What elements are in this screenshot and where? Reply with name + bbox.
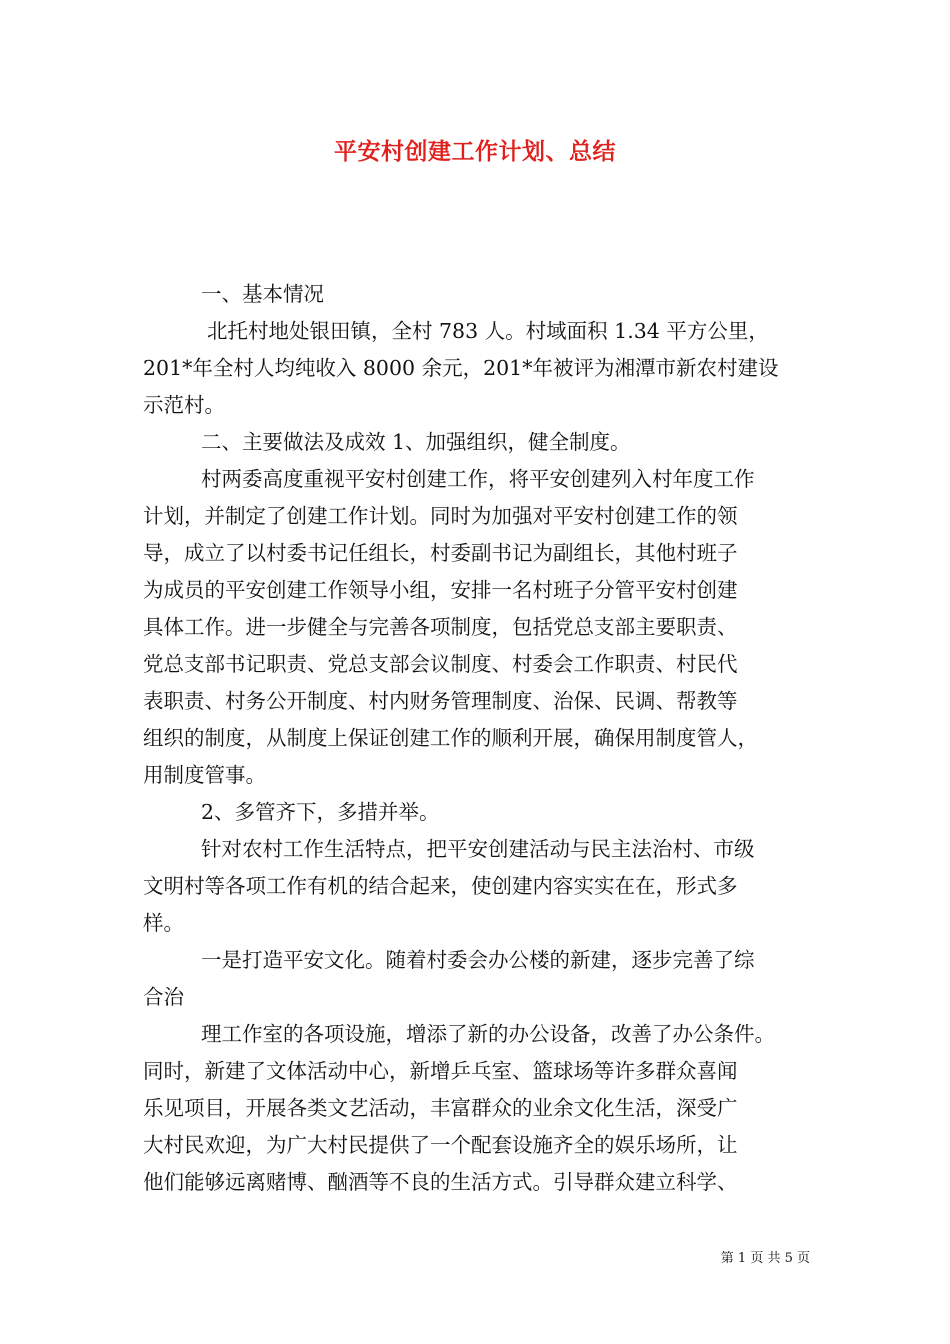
paragraph-line: 组织的制度，从制度上保证创建工作的顺利开展，确保用制度管人， (143, 726, 758, 750)
paragraph-line: 党总支部书记职责、党总支部会议制度、村委会工作职责、村民代 (143, 652, 738, 676)
paragraph-line: 北托村地处银田镇，全村 783 人。村域面积 1.34 平方公里， (207, 319, 769, 343)
paragraph-line: 一是打造平安文化。随着村委会办公楼的新建，逐步完善了综 (201, 948, 755, 972)
paragraph-line: 乐见项目，开展各类文艺活动，丰富群众的业余文化生活，深受广 (143, 1096, 738, 1120)
paragraph-line: 计划，并制定了创建工作计划。同时为加强对平安村创建工作的领 (143, 504, 738, 528)
paragraph-line: 表职责、村务公开制度、村内财务管理制度、治保、民调、帮教等 (143, 689, 738, 713)
paragraph-line: 具体工作。进一步健全与完善各项制度，包括党总支部主要职责、 (143, 615, 738, 639)
section-heading: 二、主要做法及成效 1、加强组织，健全制度。 (201, 430, 631, 454)
document-body (143, 276, 813, 1201)
paragraph-line: 他们能够远离赌博、酗酒等不良的生活方式。引导群众建立科学、 (143, 1170, 738, 1194)
paragraph-line: 文明村等各项工作有机的结合起来，使创建内容实实在在，形式多 (143, 874, 738, 898)
paragraph-line: 为成员的平安创建工作领导小组，安排一名村班子分管平安村创建 (143, 578, 738, 602)
paragraph-line: 理工作室的各项设施，增添了新的办公设备，改善了办公条件。 (201, 1022, 775, 1046)
paragraph-line: 示范村。 (143, 393, 225, 417)
paragraph-line: 同时，新建了文体活动中心，新增乒乓室、篮球场等许多群众喜闻 (143, 1059, 738, 1083)
paragraph-line: 导，成立了以村委书记任组长，村委副书记为副组长，其他村班子 (143, 541, 738, 565)
section-heading: 一、基本情况 (201, 282, 324, 306)
paragraph-line: 合治 (143, 985, 184, 1009)
paragraph-line: 用制度管事。 (143, 763, 266, 787)
document-title: 平安村创建工作计划、总结 (334, 138, 616, 165)
page-number: 第 1 页 共 5 页 (720, 1251, 810, 1266)
paragraph-line: 村两委高度重视平安村创建工作，将平安创建列入村年度工作 (201, 467, 755, 491)
section-heading: 2、多管齐下，多措并举。 (201, 800, 440, 824)
paragraph-line: 针对农村工作生活特点，把平安创建活动与民主法治村、市级 (201, 837, 755, 861)
paragraph-line: 201*年全村人均纯收入 8000 余元，201*年被评为湘潭市新农村建设 (143, 356, 779, 380)
paragraph-line: 大村民欢迎，为广大村民提供了一个配套设施齐全的娱乐场所，让 (143, 1133, 738, 1157)
paragraph-line: 样。 (143, 911, 184, 935)
